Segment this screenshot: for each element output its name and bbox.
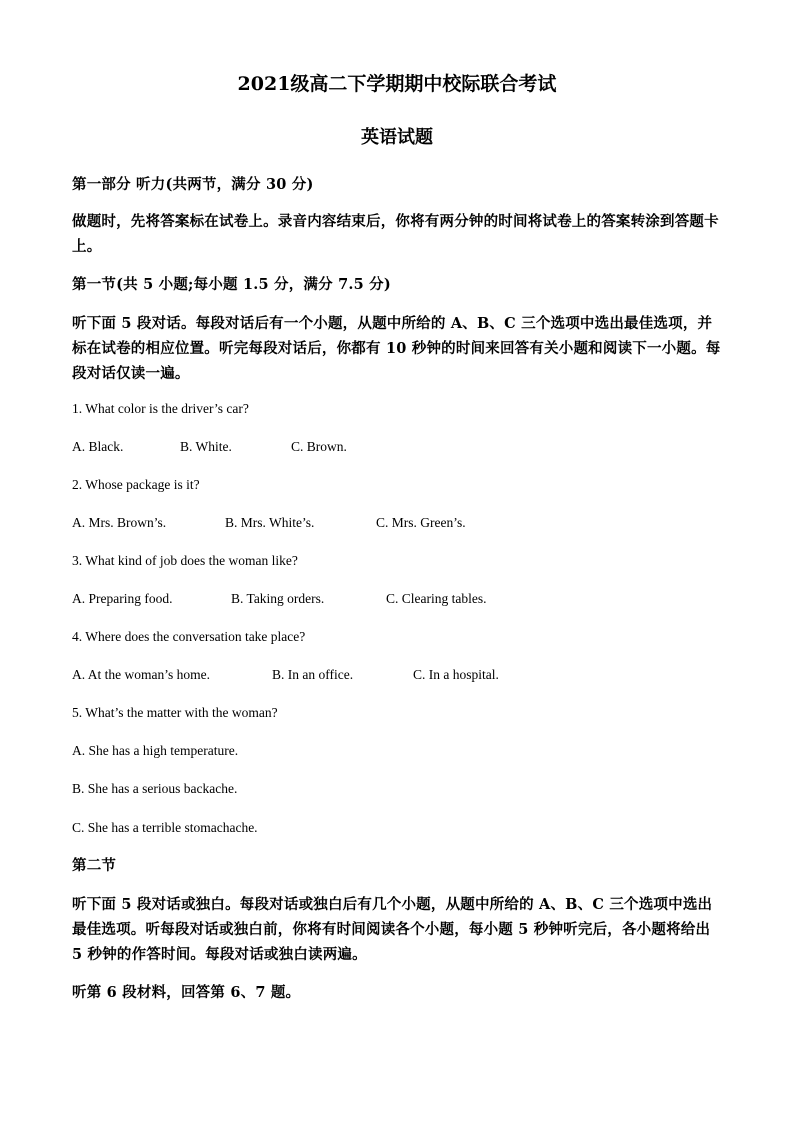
option-b: B. Mrs. White’s. bbox=[225, 515, 315, 530]
option-b: B. White. bbox=[180, 439, 232, 454]
exam-subtitle: 英语试题 bbox=[361, 127, 433, 148]
option-a: A. At the woman’s home. bbox=[72, 667, 210, 682]
option-a: A. Black. bbox=[72, 439, 124, 454]
option-a: A. Preparing food. bbox=[72, 591, 173, 606]
question-3: 3. What kind of job does the woman like? bbox=[72, 553, 298, 568]
question-5-option-a: A. She has a high temperature. bbox=[72, 743, 239, 758]
option-c: C. Mrs. Green’s. bbox=[376, 515, 466, 530]
question-4: 4. Where does the conversation take place? bbox=[72, 629, 306, 644]
option-b: B. Taking orders. bbox=[231, 591, 325, 606]
question-5-option-c: C. She has a terrible stomachache. bbox=[72, 820, 258, 835]
option-a: A. Mrs. Brown’s. bbox=[72, 515, 167, 530]
option-c: C. Clearing tables. bbox=[386, 591, 487, 606]
question-5-option-b: B. She has a serious backache. bbox=[72, 781, 238, 796]
section1-instruction: 听下面 5 段对话。每段对话后有一个小题，从题中所给的 A、B、C 三个选项中选出最佳选项，并标在试卷的相应位置。听完每段对话后，你都有 10 秒钟的时间来回答有关小题和阅读下一小题。每段对话仅读一遍。 bbox=[72, 315, 721, 382]
part1-heading: 第一部分 听力(共两节，满分 30 分) bbox=[72, 176, 314, 193]
part1-instruction: 做题时，先将答案标在试卷上。录音内容结束后，你将有两分钟的时间将试卷上的答案转涂到答题卡上。 bbox=[72, 213, 719, 255]
exam-title: 2021级高二下学期期中校际联合考试 bbox=[237, 73, 557, 95]
option-c: C. In a hospital. bbox=[413, 667, 499, 682]
section1-heading: 第一节(共 5 小题;每小题 1.5 分，满分 7.5 分) bbox=[72, 276, 391, 293]
question-2: 2. Whose package is it? bbox=[72, 477, 200, 492]
question-1: 1. What color is the driver’s car? bbox=[72, 401, 249, 416]
option-c: C. Brown. bbox=[291, 439, 347, 454]
material-6-intro: 听第 6 段材料，回答第 6、7 题。 bbox=[72, 984, 301, 1001]
option-b: B. In an office. bbox=[272, 667, 354, 682]
section2-heading: 第二节 bbox=[72, 857, 117, 874]
question-5: 5. What’s the matter with the woman? bbox=[72, 705, 278, 720]
section2-instruction: 听下面 5 段对话或独白。每段对话或独白后有几个小题，从题中所给的 A、B、C 三个选项中选出最佳选项。听每段对话或独白前，你将有时间阅读各个小题，每小题 5 秒钟听完后，各小题将给出 5 秒钟的作答时间。每段对话或独白读两遍。 bbox=[72, 896, 713, 963]
